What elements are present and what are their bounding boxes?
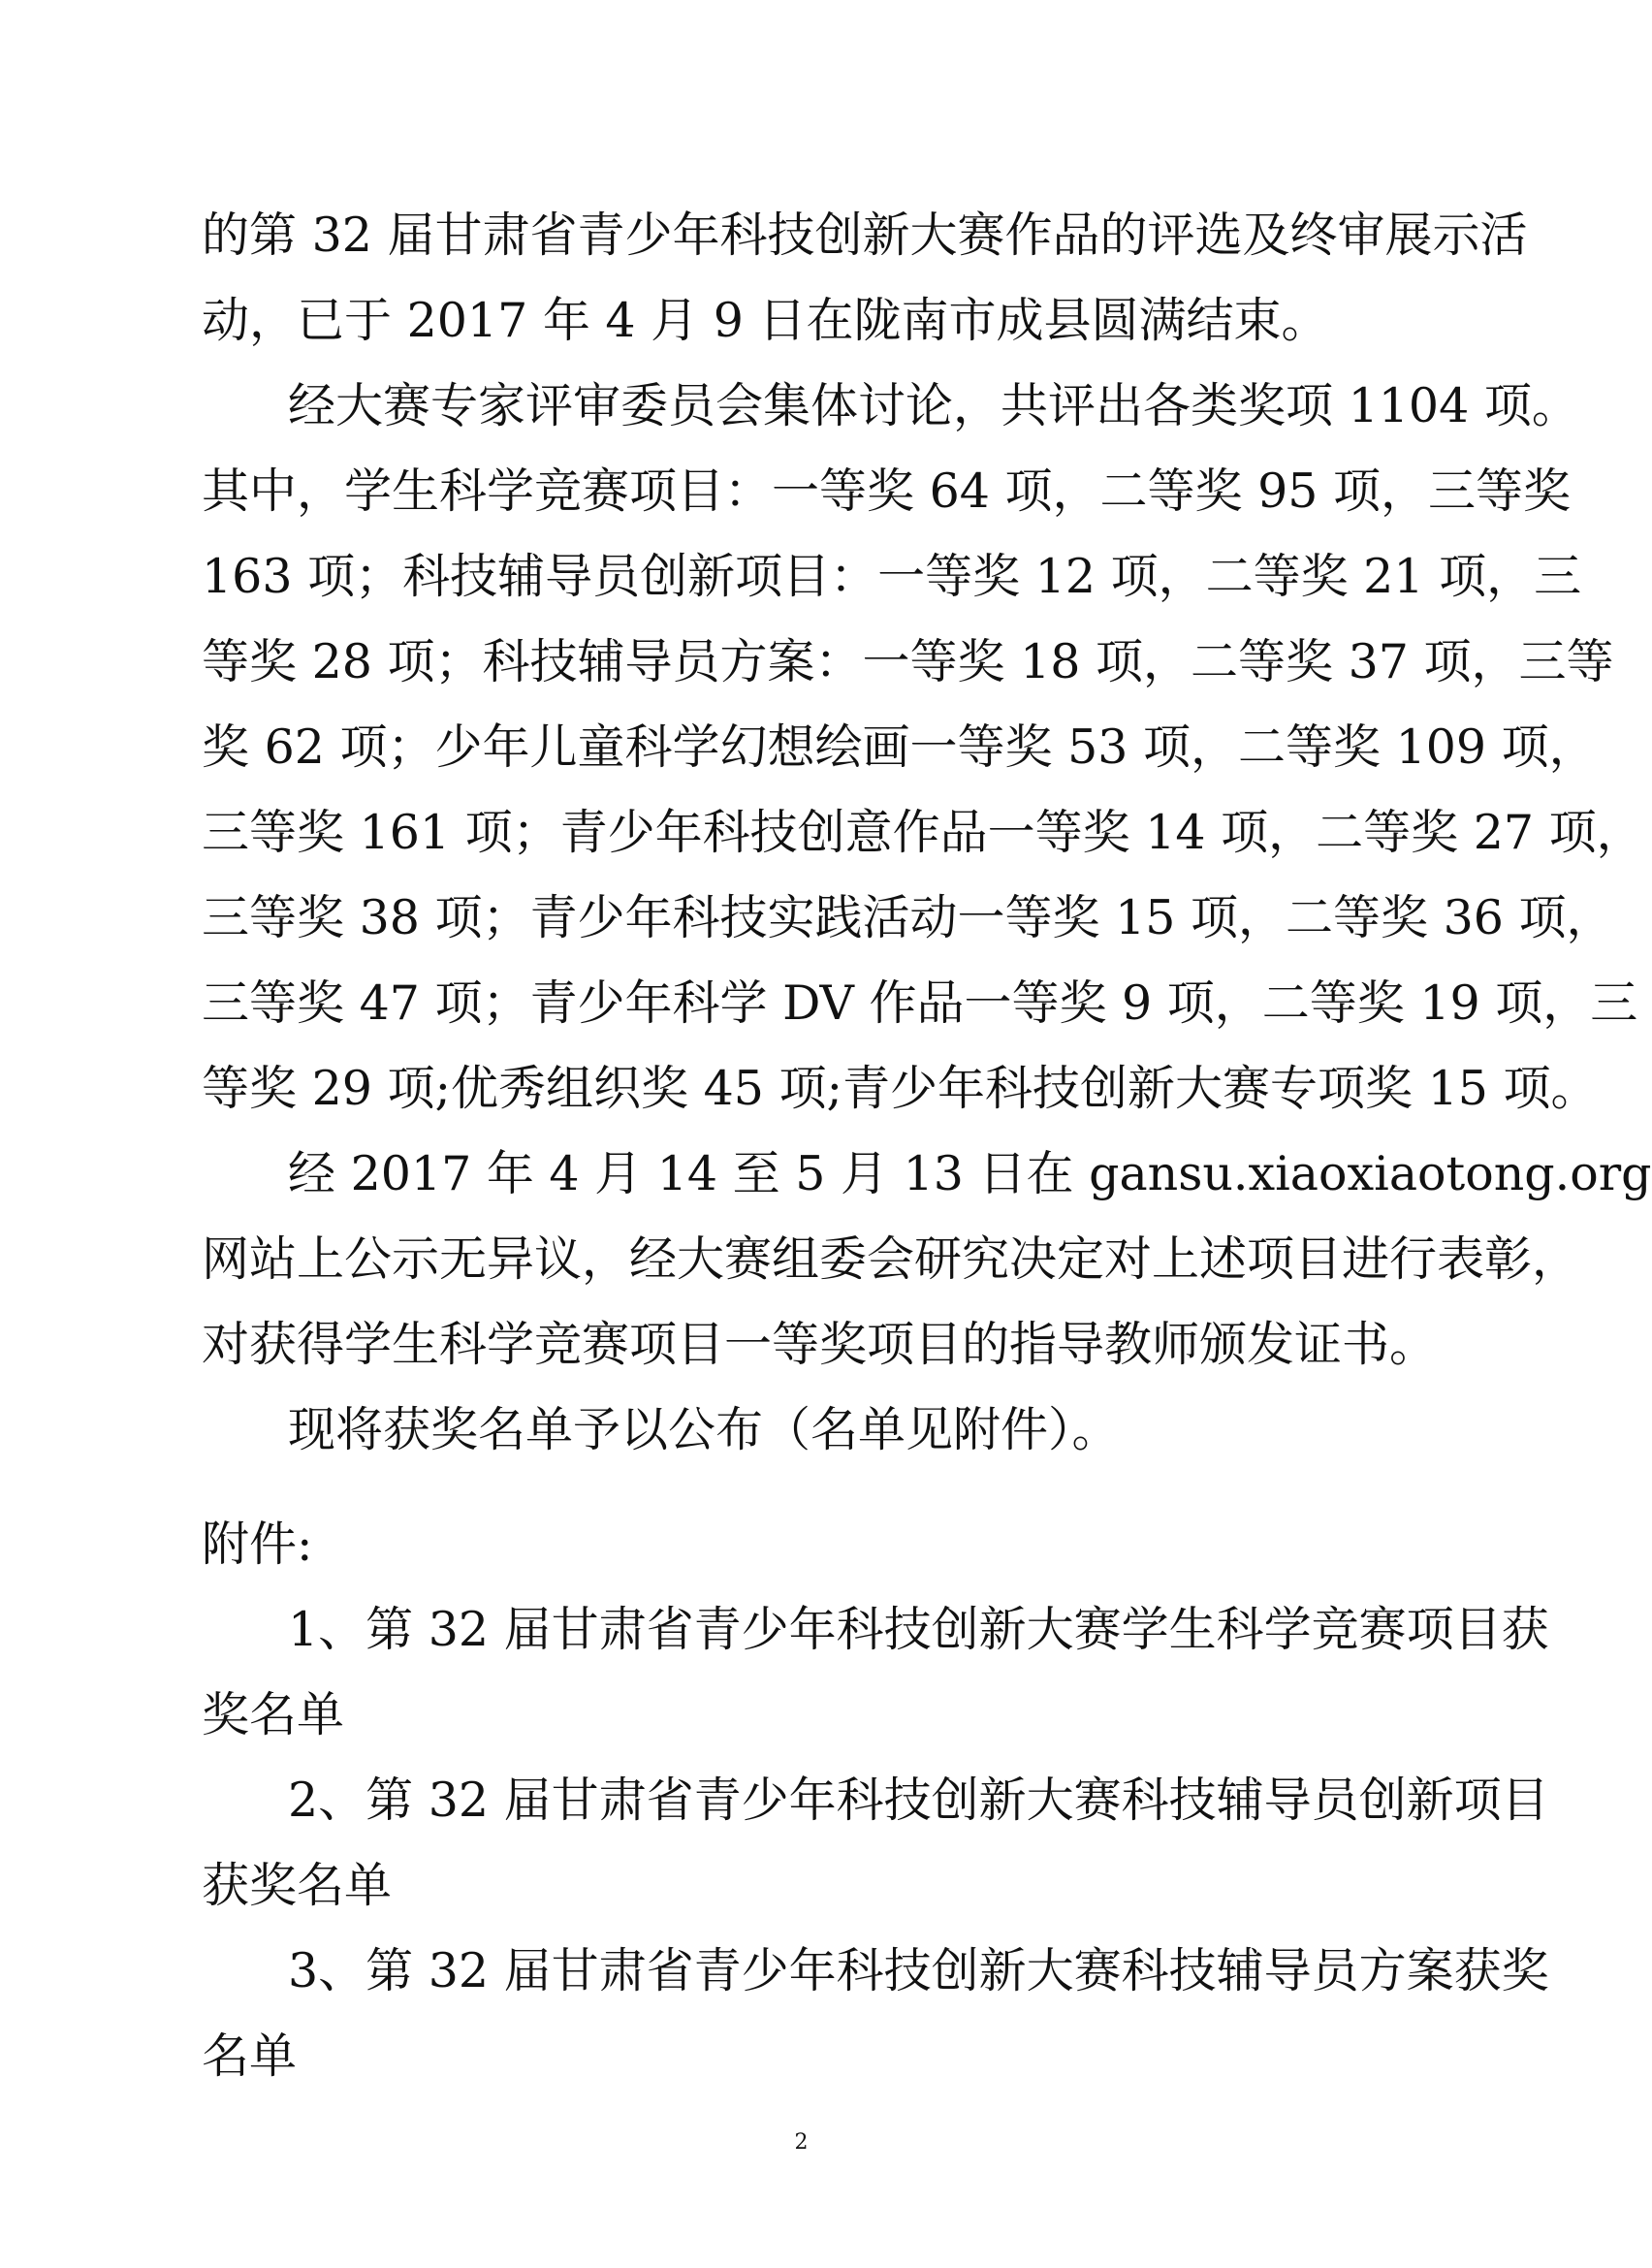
attachment-item: 2、第 32 届甘肃省青少年科技创新大赛科技辅导员创新项目 (288, 1773, 1549, 1828)
text-line: 163 项；科技辅导员创新项目：一等奖 12 项，二等奖 21 项，三 (202, 549, 1582, 604)
text-line: 三等奖 38 项；青少年科技实践活动一等奖 15 项，二等奖 36 项， (202, 890, 1614, 945)
text-line: 等奖 29 项;优秀组织奖 45 项;青少年科技创新大赛专项奖 15 项。 (202, 1061, 1599, 1116)
text-line: 动，已于 2017 年 4 月 9 日在陇南市成县圆满结束。 (202, 293, 1329, 348)
attachment-item: 获奖名单 (202, 1858, 393, 1913)
text-line: 等奖 28 项；科技辅导员方案：一等奖 18 项，二等奖 37 项，三等 (202, 634, 1614, 689)
text-line: 网站上公示无异议，经大赛组委会研究决定对上述项目进行表彰， (202, 1231, 1580, 1287)
text-line: 三等奖 47 项；青少年科学 DV 作品一等奖 9 项，二等奖 19 项，三 (202, 975, 1638, 1031)
text-line: 奖 62 项；少年儿童科学幻想绘画一等奖 53 项，二等奖 109 项， (202, 719, 1597, 775)
attachment-item: 奖名单 (202, 1687, 345, 1742)
text-line: 其中，学生科学竞赛项目：一等奖 64 项，二等奖 95 项，三等奖 (202, 463, 1572, 519)
attachments-label: 附件: (202, 1517, 313, 1572)
text-line: 现将获奖名单予以公布（名单见附件）。 (288, 1402, 1120, 1457)
text-line: 经大赛专家评审委员会集体讨论，共评出各类奖项 1104 项。 (288, 378, 1579, 433)
text-line: 三等奖 161 项；青少年科技创意作品一等奖 14 项，二等奖 27 项， (202, 805, 1644, 860)
text-line: 的第 32 届甘肃省青少年科技创新大赛作品的评选及终审展示活 (202, 208, 1528, 263)
attachment-item: 名单 (202, 2028, 298, 2084)
text-line: 经 2017 年 4 月 14 至 5 月 13 日在 gansu.xiaoxiaotong.org (288, 1146, 1652, 1201)
text-line: 对获得学生科学竞赛项目一等奖项目的指导教师颁发证书。 (202, 1317, 1438, 1372)
attachment-item: 3、第 32 届甘肃省青少年科技创新大赛科技辅导员方案获奖 (288, 1943, 1549, 1998)
attachment-item: 1、第 32 届甘肃省青少年科技创新大赛学生科学竞赛项目获 (288, 1602, 1549, 1657)
page-number: 2 (794, 2130, 809, 2155)
